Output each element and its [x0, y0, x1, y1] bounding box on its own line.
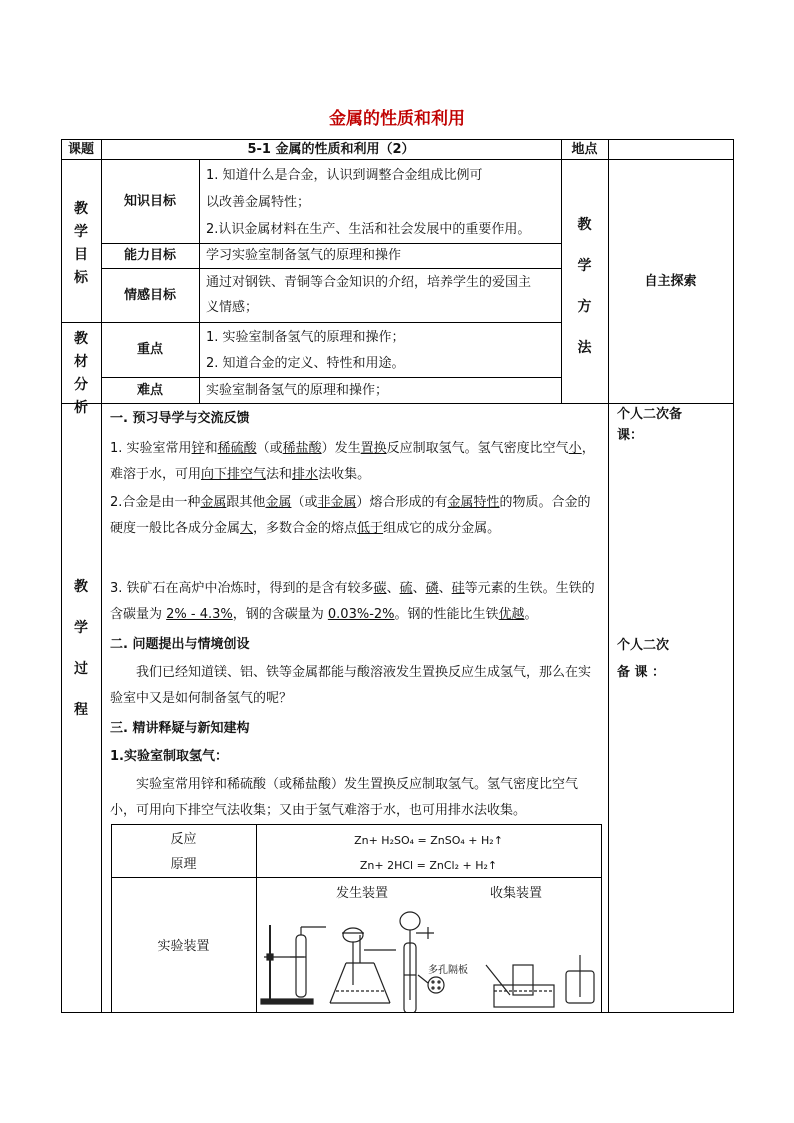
- ability-goal-label: 能力目标: [123, 248, 176, 263]
- place-label: 地点: [571, 142, 598, 157]
- knowledge-goal-label: 知识目标: [123, 194, 176, 209]
- paragraph-5: 实验室常用锌和稀硫酸（或稀盐酸）发生置换反应制取氢气。氢气密度比空气小，可用向下排空气法收集；又由于氢气难溶于水，也可用排水法收集。: [110, 777, 579, 818]
- method-value: 自主探索: [644, 274, 697, 289]
- side-note-2: 个人二次 备 课 ：: [617, 638, 670, 680]
- material-section-label: 教 材 分 析: [74, 331, 88, 416]
- porous-plate-label: 多孔隔板: [428, 965, 468, 976]
- emotion-goal-label: 情感目标: [123, 288, 176, 303]
- collection-device-label: 收集装置: [490, 886, 543, 901]
- downward-displacement-bottle: [566, 955, 594, 1003]
- side-note-1: 个人二次备课：: [617, 407, 683, 443]
- knowledge-goal-text-1: 1. 知道什么是合金，认识到调整合金组成比例可: [206, 168, 483, 183]
- emotion-goal-text-2: 义情感；: [206, 300, 259, 315]
- equation-2: Zn+ 2HCl = ZnCl₂ + H₂↑: [359, 859, 498, 872]
- key-point-text-2: 2. 知道合金的定义、特性和用途。: [206, 356, 405, 371]
- knowledge-goal-text-2: 以改善金属特性；: [206, 195, 311, 210]
- difficulty-label: 难点: [136, 383, 163, 398]
- equation-1: Zn+ H₂SO₄ = ZnSO₄ + H₂↑: [354, 834, 503, 847]
- knowledge-goal-text-3: 2.认识金属材料在生产、生活和社会发展中的重要作用。: [206, 222, 531, 237]
- topic-label: 课题: [67, 142, 94, 157]
- key-point-text-1: 1. 实验室制备氢气的原理和操作；: [206, 330, 405, 345]
- page-title: 金属的性质和利用: [329, 109, 465, 129]
- porous-plate-callout: [418, 975, 444, 993]
- section-2-title: 二. 问题提出与情境创设: [110, 637, 250, 652]
- subsection-1-title: 1.实验室制取氢气：: [110, 749, 228, 764]
- conical-flask-with-funnel: [330, 928, 396, 1003]
- process-section-label: 教 学 过 程: [74, 579, 88, 718]
- principle-label-1: 反应: [170, 832, 197, 847]
- ability-goal-text: 学习实验室制备氢气的原理和操作: [206, 248, 402, 263]
- paragraph-2: 2.合金是由一种金属跟其他金属（或非金属）熔合形成的有金属特性的物质。合金的硬度一般比各成分金属大，多数合金的熔点低于组成它的成分金属。: [110, 495, 591, 536]
- iron-stand-with-test-tube: [261, 925, 326, 1004]
- difficulty-text: 实验室制备氢气的原理和操作；: [206, 383, 389, 398]
- water-trough: [486, 965, 554, 1007]
- method-label: 教 学 方 法: [577, 217, 592, 356]
- paragraph-1: 1. 实验室常用锌和稀硫酸（或稀盐酸）发生置换反应制取氢气。氢气密度比空气小，难溶于水，可用向下排空气法和排水法收集。: [110, 441, 595, 482]
- section-3-title: 三. 精讲释疑与新知建构: [110, 721, 250, 736]
- principle-label-2: 原理: [170, 857, 197, 872]
- topic-value: 5-1 金属的性质和利用（2）: [247, 142, 415, 157]
- apparatus-diagram: [256, 905, 601, 1012]
- paragraph-3: 3. 铁矿石在高炉中冶炼时，得到的是含有较多碳、硫、磷、硅等元素的生铁。生铁的含碳量为 2% - 4.3%，钢的含碳量为 0.03%-2%。钢的性能比生铁优越。: [110, 581, 595, 622]
- tube-with-porous-plate: [400, 912, 434, 1012]
- key-point-label: 重点: [136, 342, 163, 357]
- apparatus-label: 实验装置: [157, 939, 210, 954]
- section-1-title: 一. 预习导学与交流反馈: [110, 411, 250, 426]
- goals-section-label: 教 学 目 标: [74, 201, 88, 286]
- paragraph-4: 我们已经知道镁、铝、铁等金属都能与酸溶液发生置换反应生成氢气，那么在实验室中又是如何制备氢气的呢？: [110, 665, 592, 706]
- emotion-goal-text-1: 通过对钢铁、青铜等合金知识的介绍，培养学生的爱国主: [206, 275, 532, 290]
- generation-device-label: 发生装置: [336, 886, 389, 901]
